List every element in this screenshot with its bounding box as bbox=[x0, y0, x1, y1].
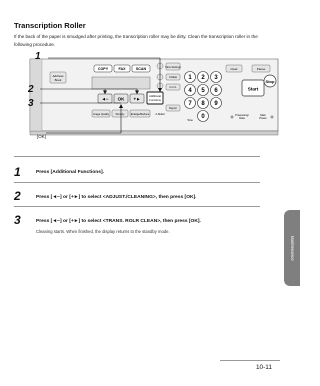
svg-text:View Settings: View Settings bbox=[165, 65, 181, 69]
svg-text:Image Quality: Image Quality bbox=[92, 112, 110, 116]
step-2-number: 2 bbox=[14, 189, 21, 203]
svg-text:Enlarge/Reduce: Enlarge/Reduce bbox=[130, 112, 150, 116]
svg-text:OK: OK bbox=[117, 96, 125, 102]
divider bbox=[14, 206, 260, 207]
divider bbox=[14, 156, 260, 157]
step-2-text: Press [◄−] or [+►] to select <ADJUST./CLEANING>, then press [OK]. bbox=[36, 195, 197, 200]
svg-text:Power: Power bbox=[259, 117, 267, 120]
svg-text:◄−: ◄− bbox=[101, 96, 109, 102]
svg-text:0: 0 bbox=[201, 114, 205, 121]
step-3-note: Cleaning starts. When finished, the display returns to the standby mode. bbox=[36, 229, 170, 234]
svg-text:1: 1 bbox=[188, 75, 192, 82]
step-1-text: Press [Additional Functions]. bbox=[36, 170, 104, 175]
svg-text:Start: Start bbox=[247, 86, 259, 92]
svg-text:5: 5 bbox=[201, 88, 205, 95]
svg-text:Data: Data bbox=[239, 117, 245, 120]
svg-text:2-Sided: 2-Sided bbox=[155, 112, 165, 116]
ok-callout-label: [OK] bbox=[37, 134, 46, 139]
callout-3: 3 bbox=[28, 98, 34, 109]
page-number-rule bbox=[220, 360, 280, 361]
svg-text:Density: Density bbox=[115, 112, 125, 116]
svg-text:Collate: Collate bbox=[168, 76, 178, 80]
control-panel-illustration bbox=[20, 53, 282, 148]
side-tab-label: Maintenance bbox=[290, 235, 295, 261]
page-number: 10-11 bbox=[256, 364, 272, 371]
svg-text:8: 8 bbox=[201, 101, 205, 108]
svg-text:Stop: Stop bbox=[265, 79, 275, 84]
svg-text:Clear: Clear bbox=[230, 66, 238, 71]
svg-text:Additional: Additional bbox=[149, 95, 161, 98]
svg-text:Processing/: Processing/ bbox=[235, 114, 249, 117]
svg-text:Report: Report bbox=[169, 107, 177, 111]
svg-text:COPY: COPY bbox=[97, 67, 109, 72]
svg-text:Tone: Tone bbox=[187, 119, 193, 122]
svg-text:9: 9 bbox=[214, 101, 218, 108]
svg-text:Book: Book bbox=[54, 78, 62, 82]
callout-2: 2 bbox=[28, 84, 34, 95]
step-3-text: Press [◄−] or [+►] to select <TRANS. ROLR CLEAN>, then press [OK]. bbox=[36, 219, 201, 224]
svg-text:FAX: FAX bbox=[118, 67, 126, 72]
step-3-number: 3 bbox=[14, 213, 21, 227]
section-title: Transcription Roller bbox=[14, 21, 86, 30]
svg-text:6: 6 bbox=[214, 88, 218, 95]
control-panel-figure bbox=[20, 53, 282, 148]
address-book-label: Address bbox=[52, 74, 64, 78]
section-intro: If the back of the paper is smudged after printing, the transcription roller may be dirty. Clean the transcription roller in the following procedure. bbox=[14, 34, 258, 47]
step-1-number: 1 bbox=[14, 165, 21, 179]
svg-text:7: 7 bbox=[188, 101, 192, 108]
callout-1: 1 bbox=[35, 51, 41, 62]
maintenance-side-tab bbox=[284, 210, 300, 286]
svg-text:3: 3 bbox=[214, 75, 218, 82]
svg-text:Pause: Pause bbox=[256, 66, 266, 71]
svg-text:Main: Main bbox=[260, 114, 266, 117]
svg-text:Functions: Functions bbox=[149, 99, 161, 102]
svg-text:+►: +► bbox=[133, 96, 141, 102]
divider bbox=[14, 182, 260, 183]
svg-text:2 on 1: 2 on 1 bbox=[169, 86, 177, 90]
svg-text:2: 2 bbox=[201, 75, 205, 82]
svg-text:SCAN: SCAN bbox=[135, 67, 147, 72]
svg-text:4: 4 bbox=[188, 88, 192, 95]
